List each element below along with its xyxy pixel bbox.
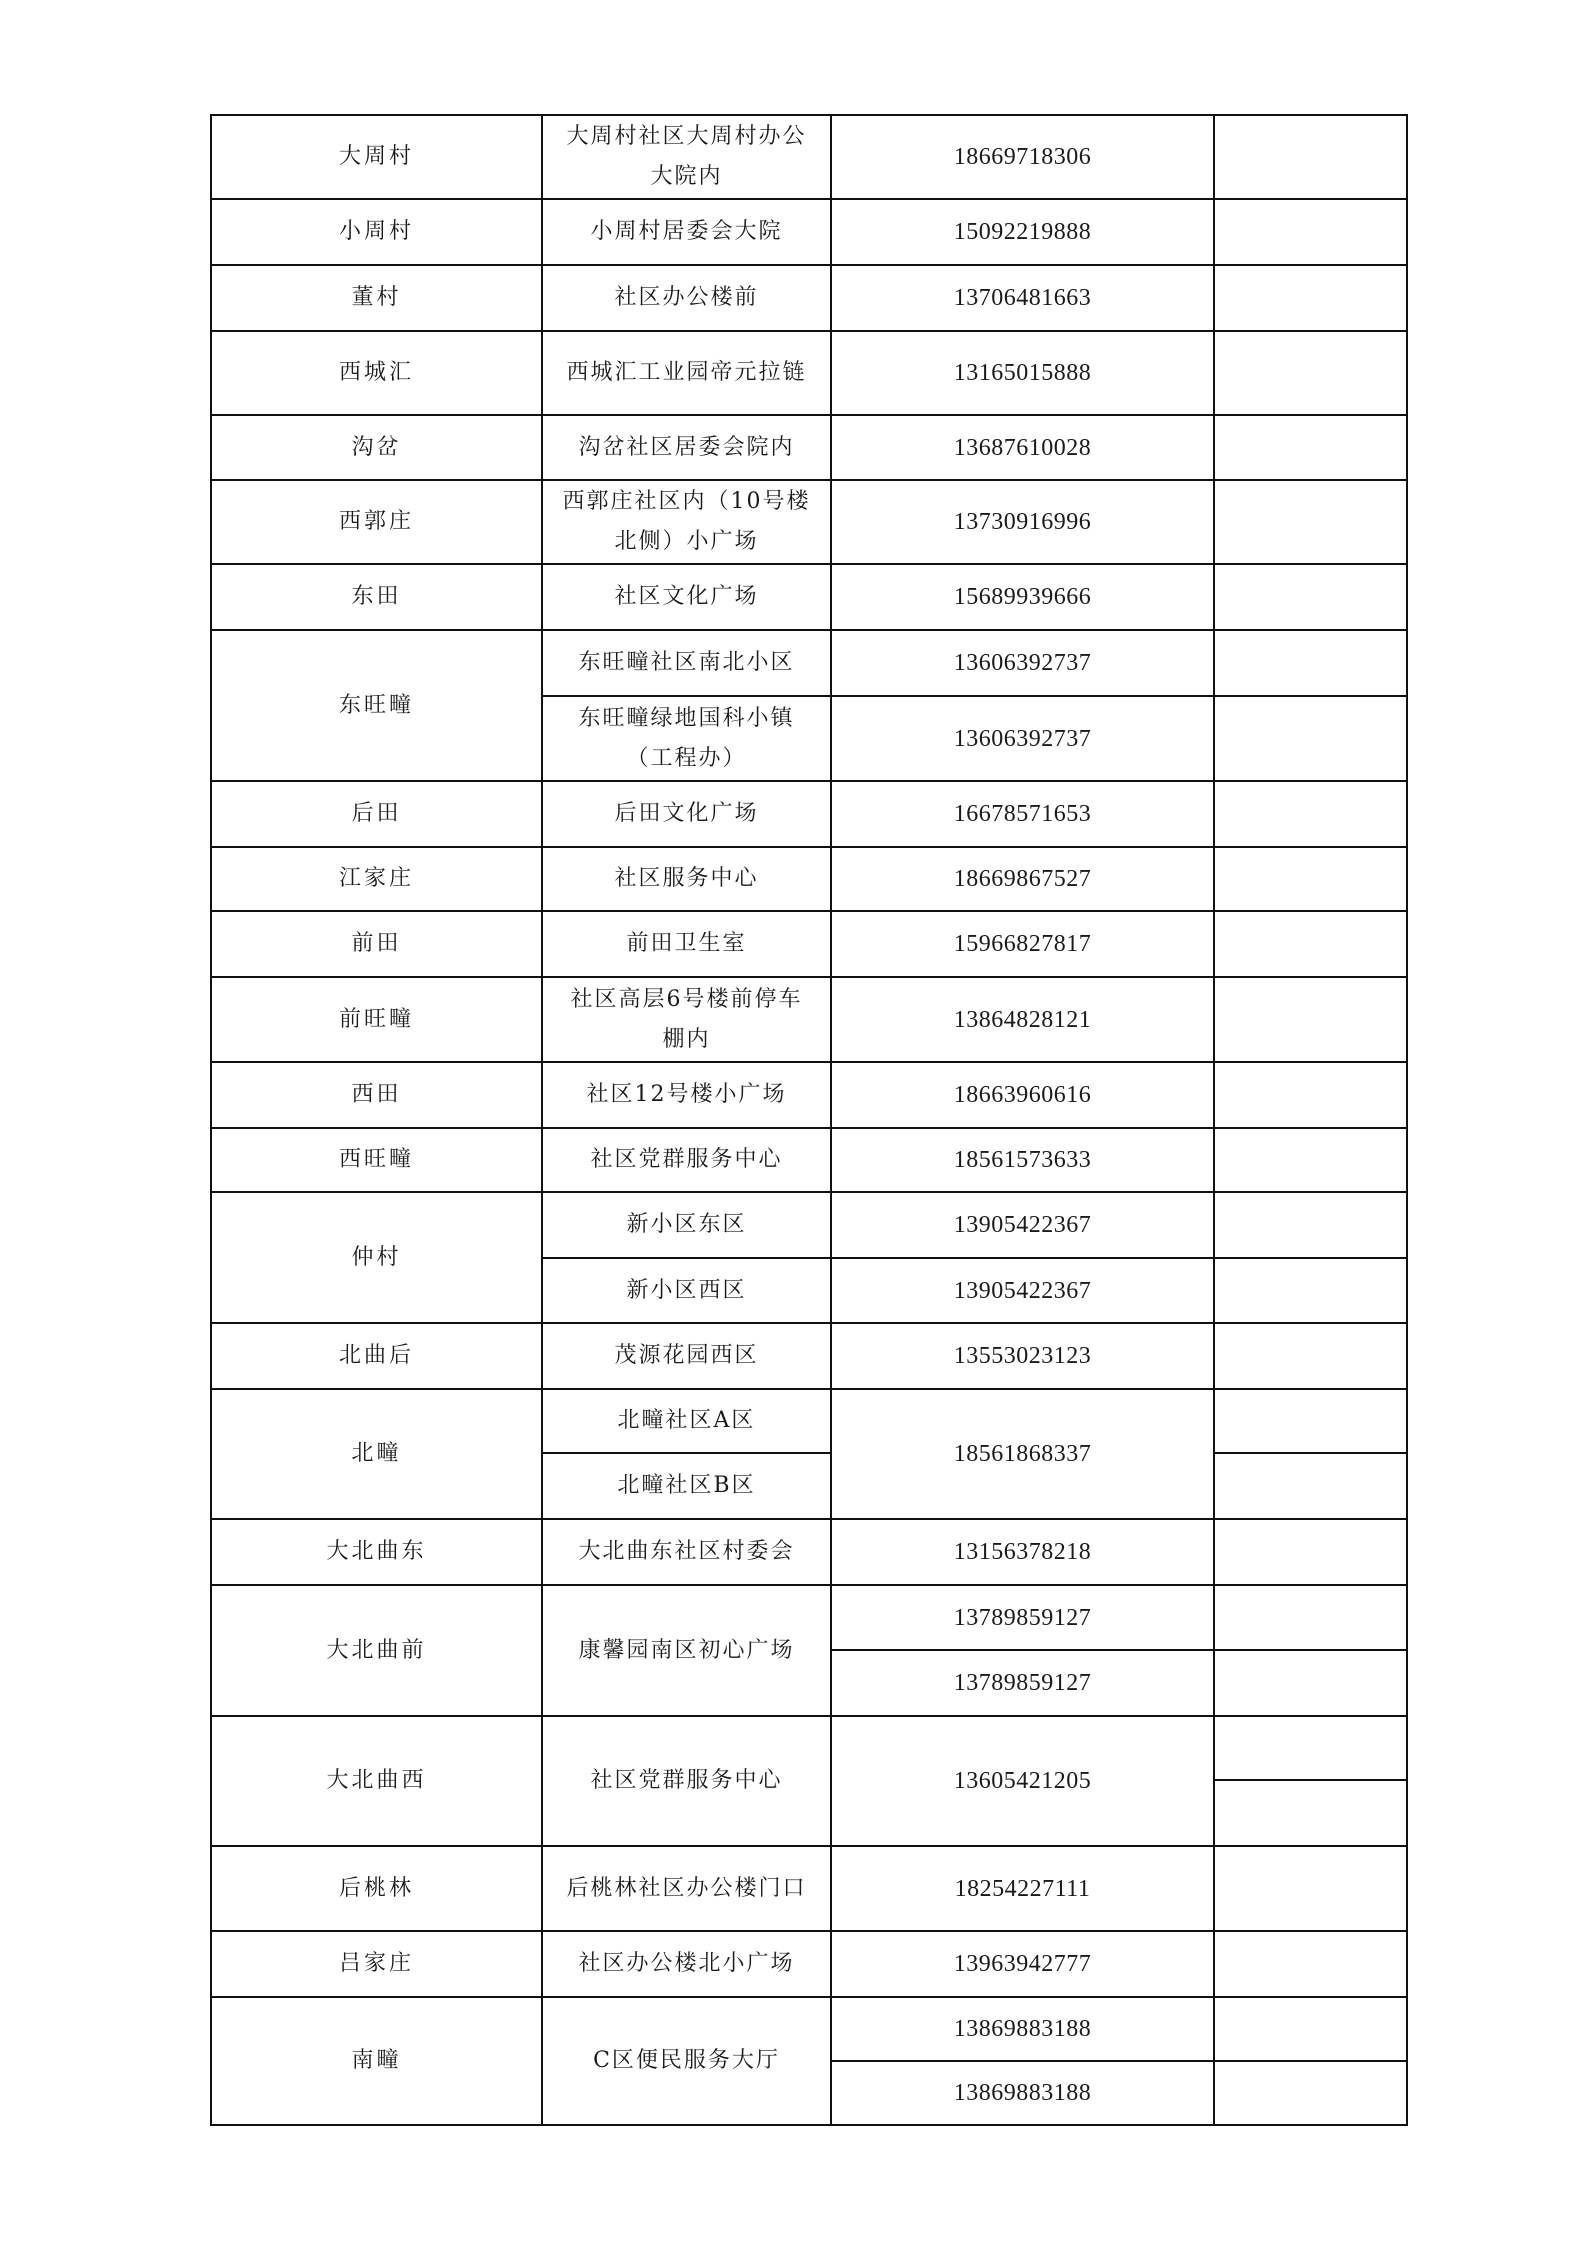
remark-cell [1214,1780,1407,1846]
table-row [211,415,1407,480]
village-cell: 董村 [211,265,542,331]
location-cell: 东旺疃绿地国科小镇（工程办） [542,696,831,781]
location-cell: 社区党群服务中心 [542,1128,831,1192]
remark-cell [1214,696,1407,781]
village-cell: 前田 [211,911,542,977]
phone-cell: 13869883188 [831,1997,1214,2061]
village-cell: 小周村 [211,199,542,265]
remark-cell [1214,1453,1407,1519]
remark-cell [1214,1846,1407,1931]
phone-cell: 16678571653 [831,781,1214,847]
table-row [211,1389,1407,1453]
phone-cell: 18663960616 [831,1062,1214,1128]
remark-cell [1214,781,1407,847]
phone-cell: 13963942777 [831,1931,1214,1997]
phone-cell: 18669718306 [831,115,1214,199]
village-cell: 仲村 [211,1192,542,1323]
remark-cell [1214,1716,1407,1780]
table-row [211,115,1407,199]
location-cell: 北疃社区A区 [542,1389,831,1453]
location-cell: 康馨园南区初心广场 [542,1585,831,1716]
table-row [211,977,1407,1062]
remark-cell [1214,115,1407,199]
table-row [211,331,1407,415]
location-cell: 沟岔社区居委会院内 [542,415,831,480]
village-cell: 东旺疃 [211,630,542,781]
remark-cell [1214,1258,1407,1323]
remark-cell [1214,1128,1407,1192]
village-cell: 后桃林 [211,1846,542,1931]
phone-cell: 13606392737 [831,696,1214,781]
village-cell: 后田 [211,781,542,847]
table-row [211,1062,1407,1128]
village-cell: 西城汇 [211,331,542,415]
village-cell: 北曲后 [211,1323,542,1389]
remark-cell [1214,331,1407,415]
location-cell: 社区12号楼小广场 [542,1062,831,1128]
phone-cell: 15689939666 [831,564,1214,630]
location-cell: 小周村居委会大院 [542,199,831,265]
location-cell: 西郭庄社区内（10号楼北侧）小广场 [542,480,831,564]
table-row [211,1192,1407,1258]
remark-cell [1214,2061,1407,2125]
location-cell: 北疃社区B区 [542,1453,831,1519]
table-row [211,1716,1407,1780]
table-row [211,480,1407,564]
village-cell: 西旺疃 [211,1128,542,1192]
remark-cell [1214,847,1407,911]
table-row [211,199,1407,265]
remark-cell [1214,1997,1407,2061]
location-cell: 社区服务中心 [542,847,831,911]
location-cell: 后田文化广场 [542,781,831,847]
location-cell: 新小区西区 [542,1258,831,1323]
phone-cell: 15092219888 [831,199,1214,265]
table-row [211,1323,1407,1389]
village-cell: 东田 [211,564,542,630]
location-cell: 后桃林社区办公楼门口 [542,1846,831,1931]
village-cell: 江家庄 [211,847,542,911]
phone-cell: 13864828121 [831,977,1214,1062]
location-cell: 社区高层6号楼前停车棚内 [542,977,831,1062]
village-cell: 北疃 [211,1389,542,1519]
location-cell: 社区办公楼前 [542,265,831,331]
remark-cell [1214,1650,1407,1716]
remark-cell [1214,1323,1407,1389]
phone-cell: 13156378218 [831,1519,1214,1585]
location-cell: 西城汇工业园帝元拉链 [542,331,831,415]
village-cell: 南疃 [211,1997,542,2125]
phone-cell: 13165015888 [831,331,1214,415]
remark-cell [1214,1389,1407,1453]
phone-cell: 13789859127 [831,1650,1214,1716]
remark-cell [1214,1585,1407,1650]
phone-cell: 13730916996 [831,480,1214,564]
village-cell: 沟岔 [211,415,542,480]
village-cell: 大北曲西 [211,1716,542,1846]
phone-cell: 18669867527 [831,847,1214,911]
remark-cell [1214,630,1407,696]
remark-cell [1214,1931,1407,1997]
remark-cell [1214,911,1407,977]
table-row [211,630,1407,696]
remark-cell [1214,265,1407,331]
remark-cell [1214,480,1407,564]
phone-cell: 15966827817 [831,911,1214,977]
location-cell: 茂源花园西区 [542,1323,831,1389]
location-cell: 东旺疃社区南北小区 [542,630,831,696]
village-cell: 大周村 [211,115,542,199]
location-cell: C区便民服务大厅 [542,1997,831,2125]
remark-cell [1214,1192,1407,1258]
table-row [211,1128,1407,1192]
table-row [211,781,1407,847]
table-row [211,1519,1407,1585]
table-row [211,265,1407,331]
phone-cell: 13869883188 [831,2061,1214,2125]
remark-cell [1214,977,1407,1062]
table-row [211,847,1407,911]
location-cell: 社区文化广场 [542,564,831,630]
phone-cell: 18254227111 [831,1846,1214,1931]
village-cell: 前旺疃 [211,977,542,1062]
remark-cell [1214,564,1407,630]
location-cell: 大周村社区大周村办公大院内 [542,115,831,199]
phone-cell: 13606392737 [831,630,1214,696]
table-row [211,564,1407,630]
location-cell: 大北曲东社区村委会 [542,1519,831,1585]
remark-cell [1214,1519,1407,1585]
table-row [211,1997,1407,2061]
sampling-site-table [210,114,1408,2126]
location-cell: 社区办公楼北小广场 [542,1931,831,1997]
phone-cell: 13706481663 [831,265,1214,331]
village-cell: 西郭庄 [211,480,542,564]
table-row [211,1846,1407,1931]
phone-cell: 13905422367 [831,1192,1214,1258]
phone-cell: 13553023123 [831,1323,1214,1389]
phone-cell: 13905422367 [831,1258,1214,1323]
village-cell: 吕家庄 [211,1931,542,1997]
phone-cell: 18561868337 [831,1389,1214,1519]
village-cell: 大北曲前 [211,1585,542,1716]
phone-cell: 13789859127 [831,1585,1214,1650]
remark-cell [1214,415,1407,480]
table-row [211,1585,1407,1650]
phone-cell: 13605421205 [831,1716,1214,1846]
village-cell: 大北曲东 [211,1519,542,1585]
table-row [211,911,1407,977]
location-cell: 前田卫生室 [542,911,831,977]
village-cell: 西田 [211,1062,542,1128]
table-row [211,1931,1407,1997]
location-cell: 社区党群服务中心 [542,1716,831,1846]
remark-cell [1214,1062,1407,1128]
remark-cell [1214,199,1407,265]
location-cell: 新小区东区 [542,1192,831,1258]
phone-cell: 13687610028 [831,415,1214,480]
phone-cell: 18561573633 [831,1128,1214,1192]
